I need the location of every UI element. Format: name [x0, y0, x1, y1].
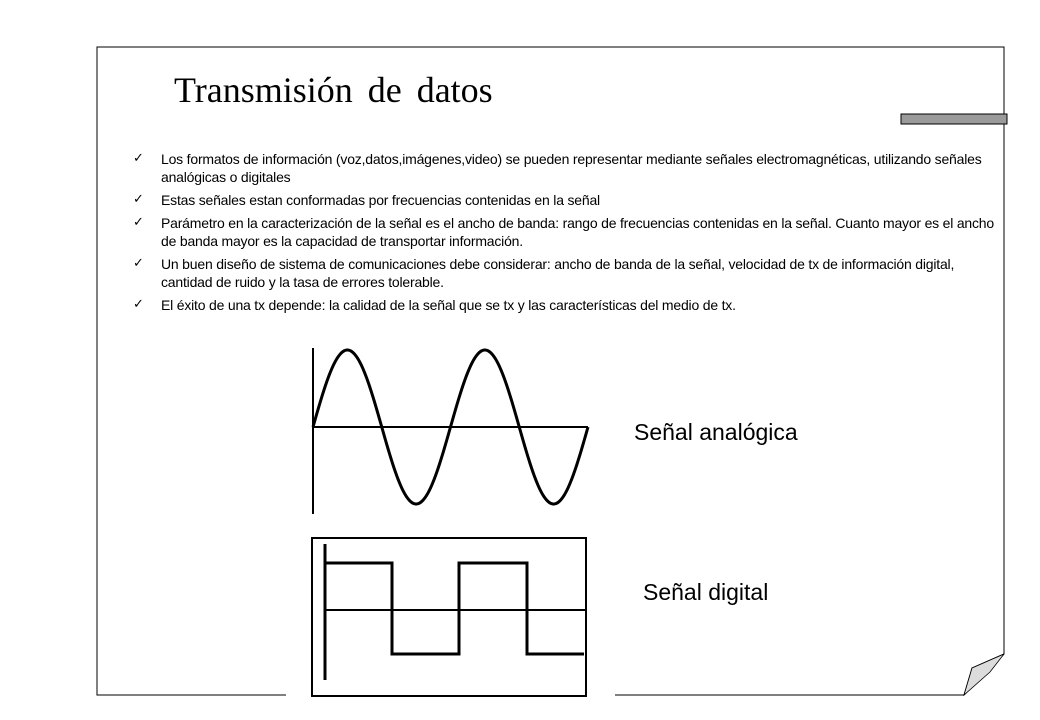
- list-item: [133, 255, 1003, 291]
- title-underline: [901, 114, 1007, 124]
- checkmark-icon: ✓: [133, 151, 144, 166]
- square-wave: [325, 563, 584, 654]
- bullet-text: Un buen diseño de sistema de comunicaciones debe considerar: ancho de banda de la señal, velocidad de tx de información digital, cantidad de ruido y la tasa de errores tolerable.: [161, 256, 955, 290]
- digital-caption: Señal digital: [643, 579, 769, 605]
- analog-caption: Señal analógica: [634, 419, 798, 445]
- bullet-text: Parámetro en la caracterización de la señal es el ancho de banda: rango de frecuencias contenidas en la señal. Cuanto mayor es el ancho de banda mayor es la capacidad de transportar información.: [161, 215, 994, 249]
- page-curl-shadow: [964, 654, 1004, 695]
- list-item: [133, 296, 1003, 314]
- bullet-list: [133, 150, 1003, 319]
- list-item: [133, 191, 1003, 209]
- digital-signal-figure: [300, 530, 600, 715]
- list-item: [133, 214, 1003, 250]
- checkmark-icon: ✓: [133, 215, 144, 230]
- slide-title: Transmisión de datos: [174, 70, 493, 110]
- checkmark-icon: ✓: [133, 297, 144, 312]
- checkmark-icon: ✓: [133, 256, 144, 271]
- bullet-text: El éxito de una tx depende: la calidad de la señal que se tx y las características del medio de tx.: [161, 297, 736, 313]
- list-item: [133, 150, 1003, 186]
- bullet-text: Estas señales estan conformadas por frecuencias contenidas en la señal: [161, 192, 600, 208]
- bullet-text: Los formatos de información (voz,datos,imágenes,video) se pueden representar mediante señales electromagnéticas, utilizando señales analógicas o digitales: [161, 151, 982, 185]
- checkmark-icon: ✓: [133, 192, 144, 207]
- analog-signal-figure: [300, 340, 600, 520]
